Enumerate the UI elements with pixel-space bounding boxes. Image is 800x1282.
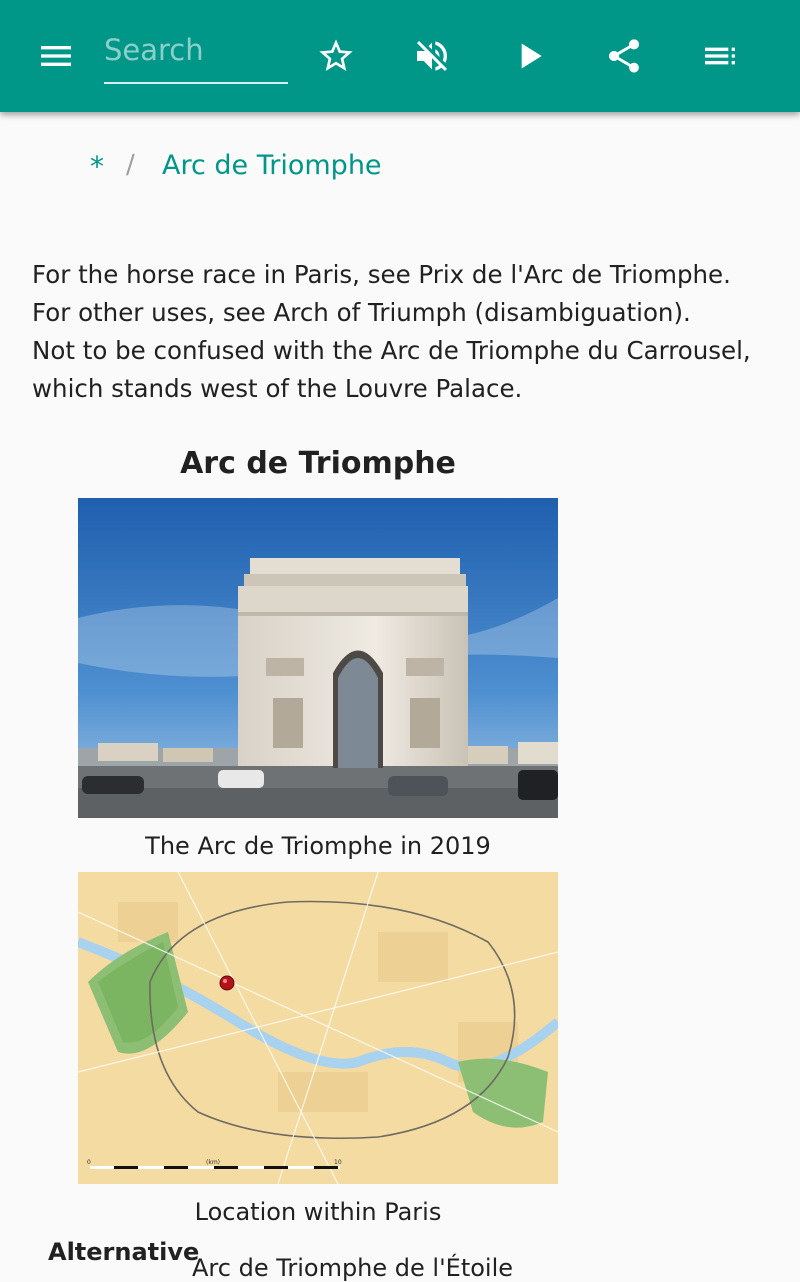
infobox-row-value: Arc de Triomphe de l'Étoile: [192, 1254, 514, 1282]
breadcrumb-separator: /: [126, 150, 135, 180]
map-caption: Location within Paris: [194, 1198, 442, 1226]
infobox-row-label: Alternative: [48, 1238, 200, 1266]
infobox-title: Arc de Triomphe: [180, 446, 456, 481]
share-button[interactable]: [596, 28, 652, 84]
search-field[interactable]: [104, 24, 288, 84]
share-icon: [604, 36, 644, 76]
breadcrumb-current[interactable]: Arc de Triomphe: [162, 150, 382, 181]
play-icon: [510, 36, 550, 76]
menu-button[interactable]: [28, 28, 84, 84]
hatnote-disambiguation: For the horse race in Paris, see Prix de l'Arc de Triomphe. For other uses, see Arch of Triumph (disambiguation).: [32, 260, 731, 327]
volume-off-icon: [412, 36, 452, 76]
app-bar: [0, 0, 800, 112]
play-button[interactable]: [502, 28, 558, 84]
star-outline-icon: [316, 36, 356, 76]
arc-de-triomphe-photo[interactable]: [78, 498, 558, 818]
bookmark-button[interactable]: [308, 28, 364, 84]
map-scale-unit: (km): [206, 1159, 221, 1166]
contents-button[interactable]: [692, 28, 748, 84]
map-scale-end: 10: [334, 1159, 342, 1166]
map-scale-start: 0: [87, 1159, 91, 1166]
mute-button[interactable]: [404, 28, 460, 84]
menu-icon: [36, 36, 76, 76]
photo-caption: The Arc de Triomphe in 2019: [145, 832, 491, 860]
search-input[interactable]: [104, 30, 288, 70]
hatnote: [32, 256, 762, 408]
breadcrumb-root-link[interactable]: *: [90, 150, 104, 183]
hatnote-not-confused: Not to be confused with the Arc de Triomphe du Carrousel, which stands west of the Louvre Palace.: [32, 336, 751, 403]
playlist-icon: [700, 36, 740, 76]
paris-location-map[interactable]: [78, 872, 558, 1184]
